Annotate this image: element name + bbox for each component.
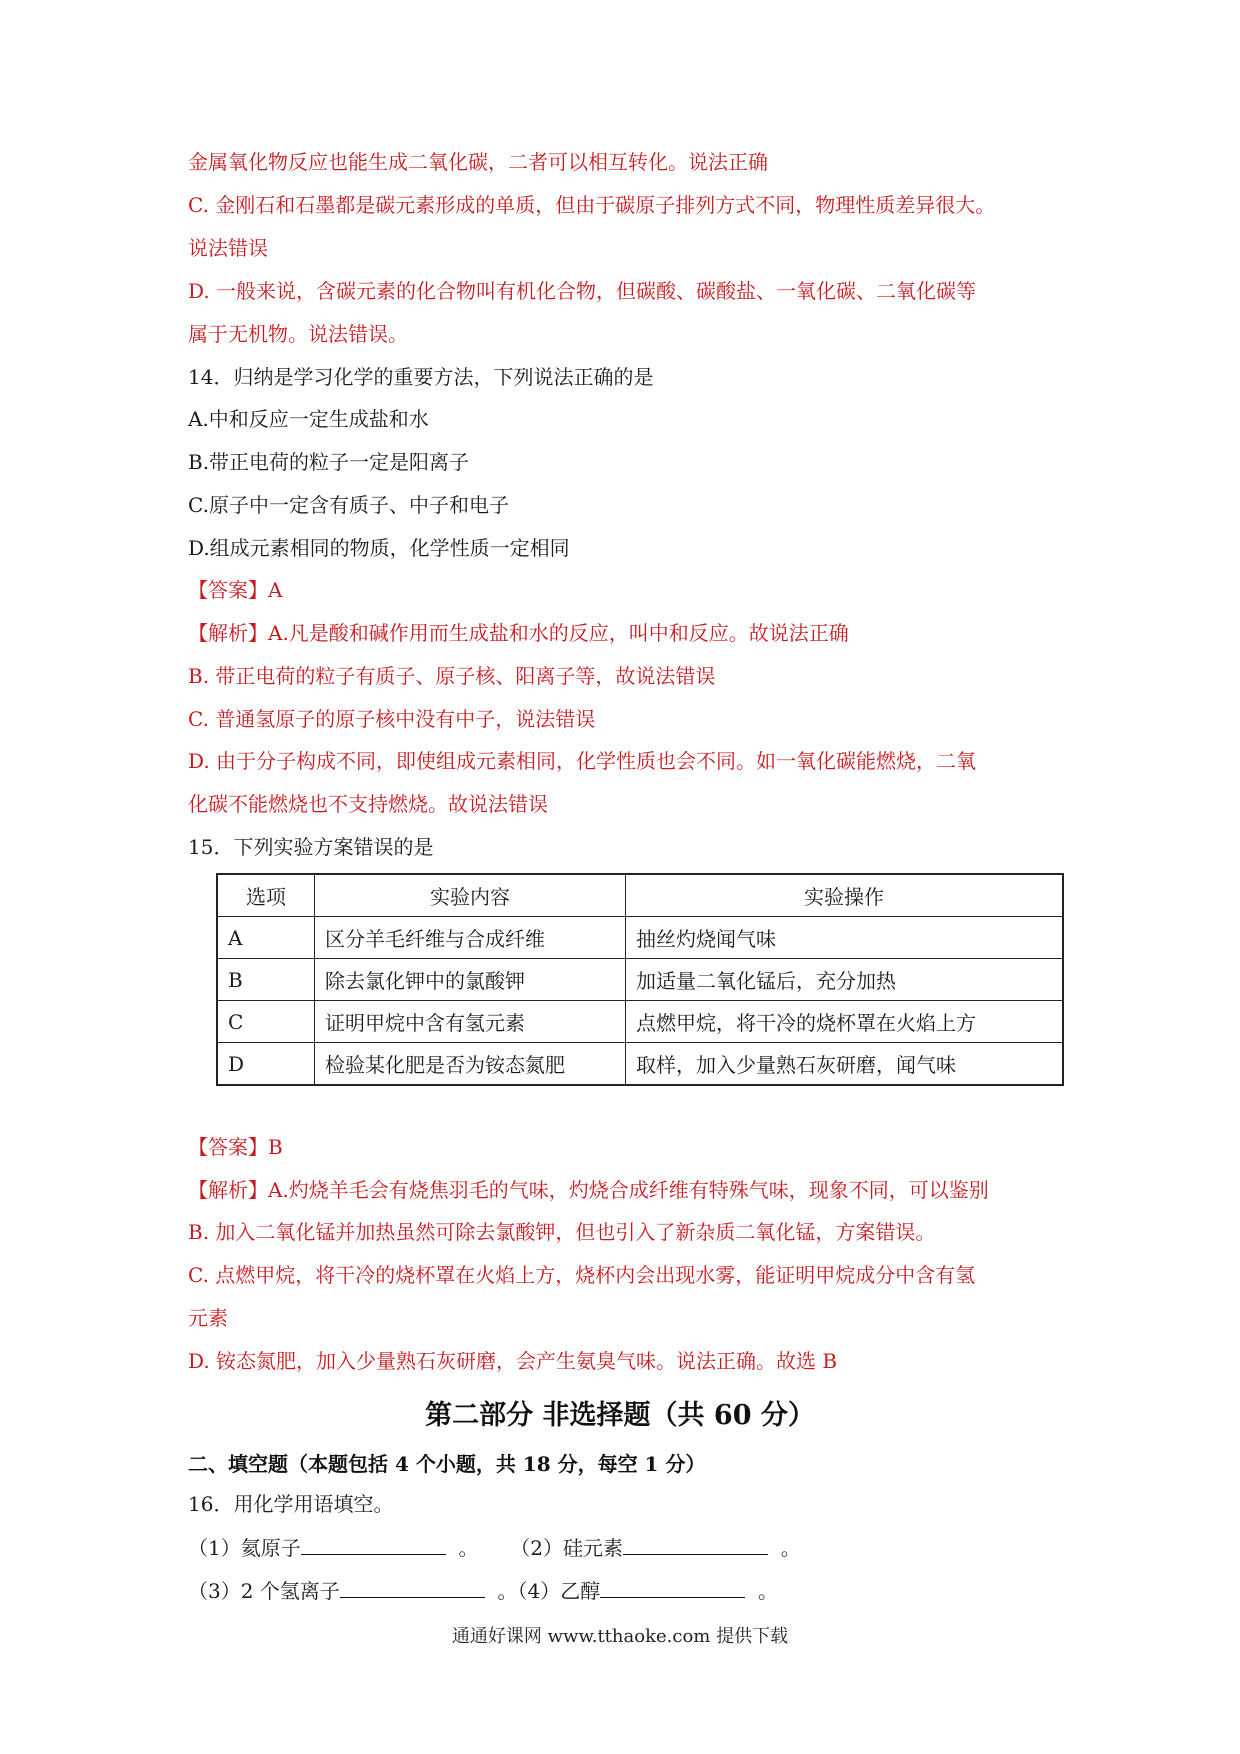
table-cell: A	[217, 917, 315, 959]
answer-blank[interactable]	[340, 1575, 485, 1598]
analysis-line: B. 加入二氧化锰并加热虽然可除去氯酸钾，但也引入了新杂质二氧化锰，方案错误。	[188, 1220, 936, 1244]
table-cell: D	[217, 1043, 315, 1086]
fill-end: 。	[780, 1536, 801, 1560]
option-a: A.中和反应一定生成盐和水	[188, 407, 429, 431]
analysis-line: 元素	[188, 1306, 228, 1330]
answer-15: 【答案】B	[188, 1135, 283, 1159]
fill-label: （3）2 个氢离子	[188, 1579, 340, 1603]
explanation-line: 金属氧化物反应也能生成二氧化碳，二者可以相互转化。说法正确	[188, 150, 768, 174]
table-cell: 检验某化肥是否为铵态氮肥	[315, 1043, 626, 1086]
option-c: C.原子中一定含有质子、中子和电子	[188, 493, 509, 517]
answer-blank[interactable]	[600, 1575, 745, 1598]
question-15-stem: 15．下列实验方案错误的是	[188, 835, 434, 859]
table-row	[217, 1043, 1063, 1086]
analysis-15: 【解析】A.灼烧羊毛会有烧焦羽毛的气味，灼烧合成纤维有特殊气味，现象不同，可以鉴别	[188, 1178, 989, 1202]
table-cell: 点燃甲烷，将干冷的烧杯罩在火焰上方	[626, 1001, 1064, 1043]
explanation-line: C. 金刚石和石墨都是碳元素形成的单质，但由于碳原子排列方式不同，物理性质差异很大。	[188, 193, 996, 217]
fill-end: 。	[497, 1579, 518, 1603]
table-cell: 证明甲烷中含有氢元素	[315, 1001, 626, 1043]
table-cell: 加适量二氧化锰后，充分加热	[626, 959, 1064, 1001]
table-header-cell: 选项	[217, 874, 315, 917]
table-cell: C	[217, 1001, 315, 1043]
table-header-cell: 实验操作	[626, 874, 1064, 917]
answer-blank[interactable]	[301, 1532, 446, 1555]
section-heading: 第二部分 非选择题（共 60 分）	[425, 1400, 815, 1431]
answer-14: 【答案】A	[188, 578, 283, 602]
analysis-line: B. 带正电荷的粒子有质子、原子核、阳离子等，故说法错误	[188, 664, 716, 688]
analysis-line: 化碳不能燃烧也不支持燃烧。故说法错误	[188, 792, 548, 816]
fill-label: （1）氦原子	[188, 1536, 301, 1560]
table-row	[217, 1001, 1063, 1043]
page-footer: 通通好课网 www.tthaoke.com 提供下载	[451, 1626, 789, 1647]
explanation-line: 属于无机物。说法错误。	[188, 322, 408, 346]
experiment-table	[216, 873, 1064, 1086]
table-header-row	[217, 874, 1063, 917]
fill-label: （4）乙醇	[517, 1579, 601, 1603]
answer-blank[interactable]	[623, 1532, 768, 1555]
fill-label: （2）硅元素	[510, 1536, 623, 1560]
sub-heading: 二、填空题（本题包括 4 个小题，共 18 分，每空 1 分）	[188, 1452, 706, 1476]
fill-end: 。	[757, 1579, 778, 1603]
table-cell: B	[217, 959, 315, 1001]
table-row	[217, 959, 1063, 1001]
analysis-line: D. 铵态氮肥，加入少量熟石灰研磨，会产生氨臭气味。说法正确。故选 B	[188, 1349, 838, 1373]
option-b: B.带正电荷的粒子一定是阳离子	[188, 450, 470, 474]
explanation-line: D. 一般来说，含碳元素的化合物叫有机化合物，但碳酸、碳酸盐、一氧化碳、二氧化碳等	[188, 279, 977, 303]
table-header-cell: 实验内容	[315, 874, 626, 917]
analysis-line: C. 普通氢原子的原子核中没有中子，说法错误	[188, 707, 596, 731]
option-d: D.组成元素相同的物质，化学性质一定相同	[188, 536, 570, 560]
fill-row-2	[188, 1575, 778, 1606]
table-cell: 区分羊毛纤维与合成纤维	[315, 917, 626, 959]
fill-row-1	[188, 1532, 801, 1563]
question-14-stem: 14．归纳是学习化学的重要方法，下列说法正确的是	[188, 365, 654, 389]
analysis-line: C. 点燃甲烷，将干冷的烧杯罩在火焰上方，烧杯内会出现水雾，能证明甲烷成分中含有氢	[188, 1263, 976, 1287]
table-cell: 取样，加入少量熟石灰研磨，闻气味	[626, 1043, 1064, 1086]
table-cell: 除去氯化钾中的氯酸钾	[315, 959, 626, 1001]
table-row	[217, 917, 1063, 959]
analysis-line: D. 由于分子构成不同，即使组成元素相同，化学性质也会不同。如一氧化碳能燃烧，二氧	[188, 749, 977, 773]
table-cell: 抽丝灼烧闻气味	[626, 917, 1064, 959]
analysis-14: 【解析】A.凡是酸和碱作用而生成盐和水的反应，叫中和反应。故说法正确	[188, 621, 849, 645]
question-16-stem: 16．用化学用语填空。	[188, 1492, 394, 1516]
explanation-line: 说法错误	[188, 236, 268, 260]
fill-end: 。	[458, 1536, 479, 1560]
